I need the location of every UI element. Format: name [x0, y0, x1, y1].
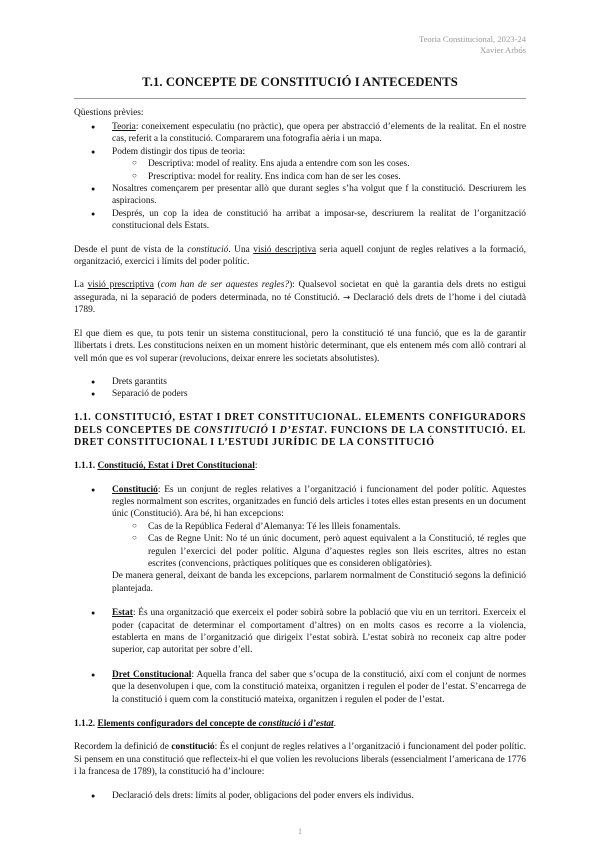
- prev-questions-list: [74, 121, 526, 233]
- sublist-item: ○ Cas de Regne Unit: No té un únic document, però aquest equivalent a la Constitució, té regles que regulen l’exercici del poder polític. Alguna d’aquestes regles son lleis escrites, altres no estan escrites (convencions, pràctiques polítiques que es consideren obligatòries).: [130, 533, 526, 570]
- prev-questions-label: Qüestions prèvies:: [74, 107, 144, 118]
- paragraph-prescriptive: [74, 279, 526, 316]
- paragraph-recall: [74, 741, 526, 778]
- text-run-underline: visió prescriptiva: [87, 280, 154, 291]
- paragraph-descriptive: [74, 244, 526, 269]
- text-run: :: [254, 461, 258, 472]
- teoria-text: : coneixement especulatiu (no pràctic), que opera per abstracció d’elements de la realitat. En el nostre cas, referit a la constitució. Compararem una fotografia aèria i un mapa.: [112, 122, 526, 145]
- list-item: ● Després, un cop la idea de constitució ha arribat a imposar-se, descriurem la realitat de l’organització constitucional dels Estats.: [74, 208, 526, 233]
- arrow-icon: →: [342, 292, 351, 303]
- text-run: .: [333, 719, 336, 730]
- text-run-bold: 1.1.1.: [74, 461, 98, 472]
- definitions-list: [74, 484, 526, 707]
- document-title: T.1. CONCEPTE DE CONSTITUCIÓ I ANTECEDENTS: [142, 75, 458, 89]
- constitucio-after: De manera general, deixant de banda les excepcions, parlarem normalment de Constitució segons la definició plantejada.: [112, 571, 526, 594]
- dret-term: Dret Constitucional: [112, 669, 192, 680]
- theory-types-sublist: [130, 158, 526, 183]
- text-run-bold: 1.1.2.: [74, 719, 98, 730]
- text-run: . FUNCIONS DE LA CONSTITUCIÓ. EL DRET CONSTITUCIONAL I L’ESTUDI JURÍDIC DE LA CONSTITUCIÓ: [74, 424, 526, 449]
- list-item: [74, 607, 526, 657]
- text-run: Elements configuradors del concepte de: [97, 719, 259, 730]
- guarantees-list: [74, 376, 526, 401]
- sublist-item: ○ Descriptiva: model of reality. Ens ajuda a entendre com son les coses.: [130, 158, 526, 170]
- teoria-term: Teoria: [112, 122, 136, 133]
- estat-term: Estat: [112, 608, 133, 619]
- list-item: [74, 669, 526, 706]
- list-item: ● Nosaltres començarem per presentar allò que durant segles s’ha volgut que f la constitució. Descriurem les aspiracions.: [74, 183, 526, 208]
- text-run: . Una: [228, 244, 254, 255]
- list-item: [74, 146, 526, 183]
- constitution-contents-list: [74, 790, 526, 802]
- title-rule: [74, 98, 526, 99]
- sublist-item: ○ Prescriptiva: model for reality. Ens indica com han de ser les coses.: [130, 171, 526, 183]
- list-item: ● Separació de poders: [74, 388, 526, 400]
- text-run: i: [300, 719, 309, 730]
- section-heading-1-1: [74, 412, 526, 450]
- sublist-item: ○ Cas de la República Federal d’Alemanya: Té les llleis fonamentals.: [130, 521, 526, 533]
- text-run-underline: visió descriptiva: [253, 244, 317, 255]
- text-run-bold-underline: Constitució, Estat i Dret Constitucional: [97, 461, 255, 472]
- text-run: Declaració dels drets de l’home i del ciutadà 1789.: [74, 292, 526, 316]
- list-item: [74, 121, 526, 146]
- text-run-italic: d’estat: [308, 719, 334, 730]
- text-run: I: [268, 424, 280, 436]
- page-number: 1: [297, 826, 303, 836]
- text-run-bold: constitució: [171, 742, 215, 753]
- constitucio-text: : Es un conjunt de regles relatives a l’organització i funcionament del poder polític. Aquestes regles normalment son escrites, organitzades en funció dels articles i totes elles estan presents en un document únic (Constitució). Ara bé, hi han excepcions:: [112, 484, 526, 520]
- constitucio-term: Constitució: [112, 484, 158, 495]
- estat-text: : És una organització que exerceix el poder sobirà sobre la població que viu en un territori. Exerceix el poder (capacitat de determinar el comportament d’altres) on en molts casos es recorre a la violencia, establerta en mans de l’organització que dirigeix l’estat sobirà. L’estat sobirà no reconeix cap altre poder superior, cap autoritat per sobre d’ell.: [112, 608, 526, 656]
- header-course: Teoria Constitucional, 2023-24: [418, 34, 526, 44]
- subsection-heading-1-1-2: [74, 718, 526, 730]
- text-run: ): Qualsevol societat en què la garantia dels drets no estigui assegurada, ni la separació de poders determinada, no té Constitució.: [74, 280, 526, 303]
- theory-types: Podem distingir dos tipus de teoria:: [112, 146, 246, 157]
- text-run-italic: constitució: [258, 719, 301, 730]
- exceptions-sublist: [130, 521, 526, 571]
- text-run-italic: constitució: [187, 244, 229, 255]
- text-run: seria aquell conjunt de regles relatives a la formació, organització, exercici i límits del poder polític.: [74, 244, 526, 268]
- paragraph-function: El que diem es que, tu pots tenir un sistema constitucional, pero la constitució té una funció, que es la de garantir llibertats i drets. Les constitucions neixen en un moment històric determinant, que els entenem més com allò contrari al vell món que es vol superar (revolucions, deixar enrere les societats absolutistes).: [74, 328, 526, 364]
- text-run-italic: CONSTITUCIÓ: [194, 424, 269, 436]
- dret-text: : Aquella franca del saber que s’ocupa de la constitució, així com el conjunt de normes que la desenvolupen i que, com la constitució mateixa, organitzen i regulen el poder de l’estat. S’encarrega de la constitució i quem com la constitució mateixa, organitzen i regulen el poder de l’estat.: [112, 669, 527, 705]
- text-run: : És el conjunt de regles relatives a l’organització i funcionament del poder polític. Si pensem en una constitució que reflecteix-hi el que volien les revolucions liberals (essencialment l’americana de 1776 i la francesa de 1789), la constitució ha d’incloure:: [74, 742, 526, 778]
- header-author: Xavier Arbós: [479, 45, 526, 56]
- list-item: ● Drets garantits: [74, 376, 526, 388]
- text-run-italic: com han de ser aquestes regles?: [160, 280, 290, 291]
- text-run: 1.1. CONSTITUCIÓ, ESTAT I DRET CONSTITUCIONAL. ELEMENTS CONFIGURADORS DELS CONCEPTES DE: [74, 411, 526, 436]
- text-run-italic: D’ESTAT: [279, 424, 325, 436]
- page-header: [419, 34, 526, 56]
- text-run: Recordem la definició de: [74, 742, 172, 753]
- text-run: Desde el punt de vista de la: [74, 244, 188, 255]
- text-run: La: [74, 280, 88, 291]
- list-item: ● Declaració dels drets: límits al poder, obligacions del poder envers els individus.: [74, 790, 526, 802]
- subsection-heading-1-1-1: [74, 460, 526, 472]
- text-run: (: [153, 280, 161, 291]
- list-item: [74, 484, 526, 596]
